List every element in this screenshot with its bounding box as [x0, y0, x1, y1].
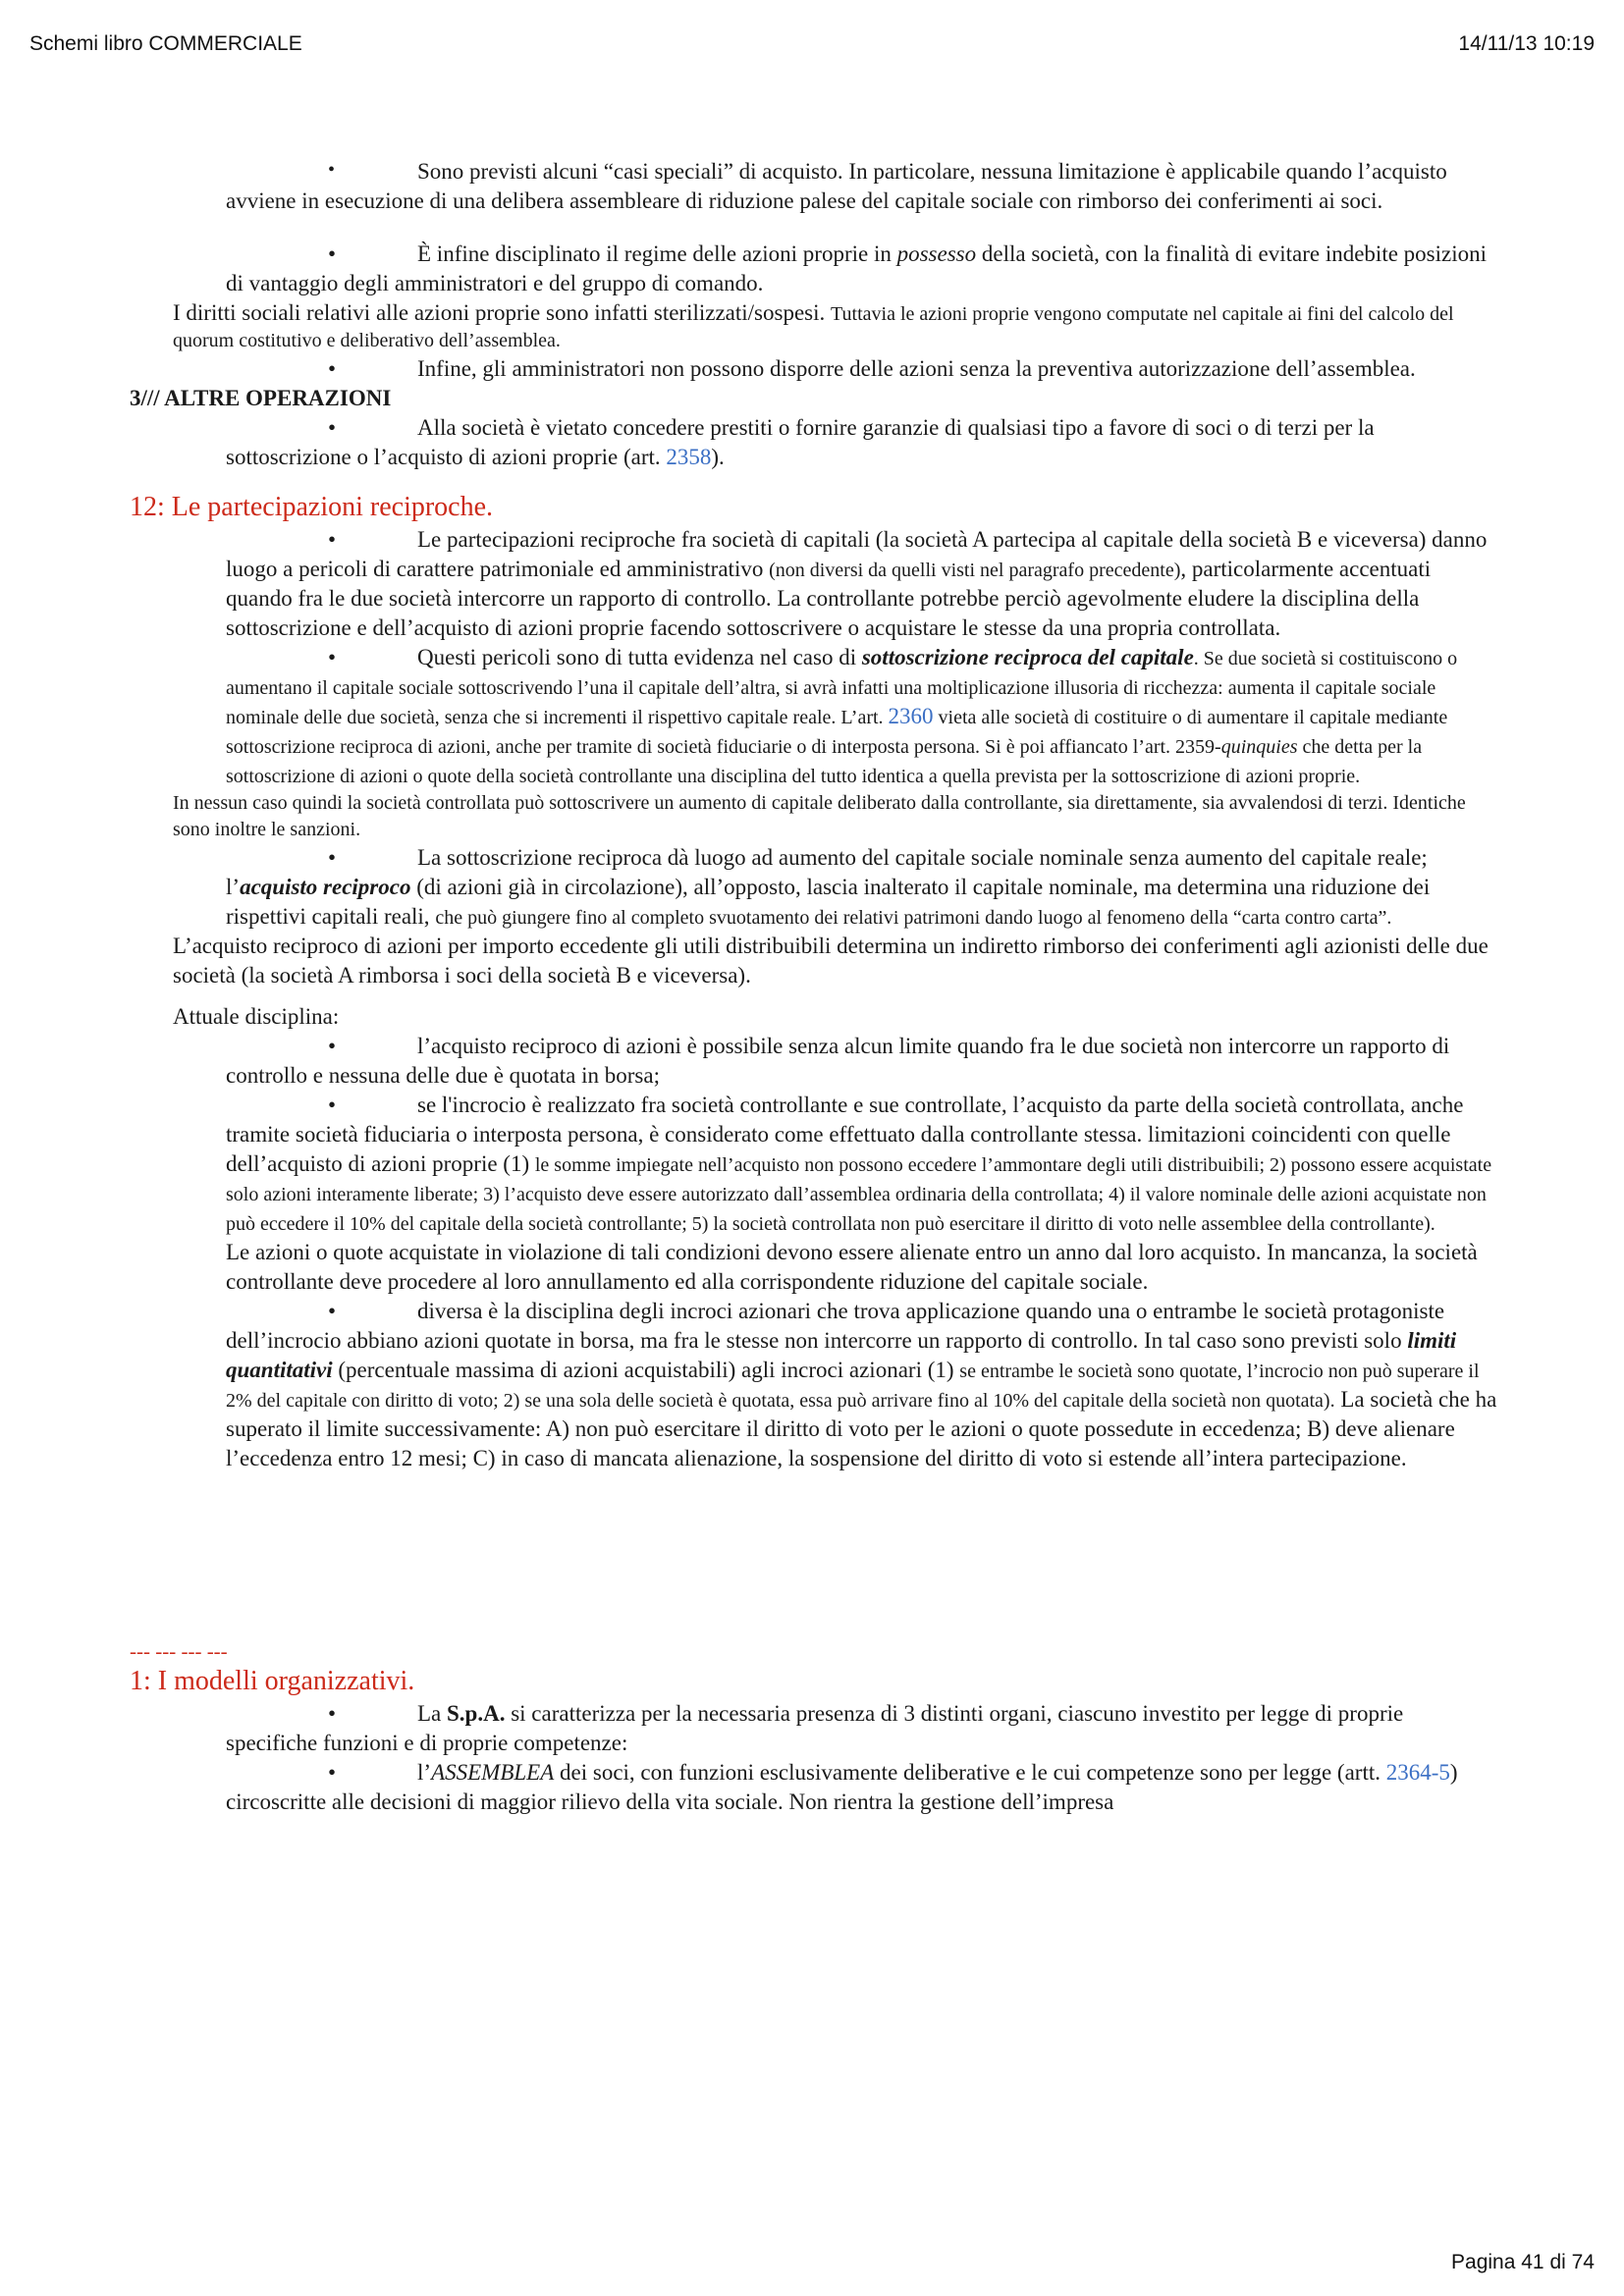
bullet-paragraph — [226, 157, 1500, 216]
article-link-2358[interactable]: 2358 — [666, 445, 712, 469]
bullet-paragraph: • Infine, gli amministratori non possono disporre delle azioni senza la preventiva autorizzazione dell’assemblea. — [226, 354, 1500, 384]
bullet-paragraph: • Le partecipazioni reciproche fra società di capitali (la società A partecipa al capitale della società B e viceversa) danno luogo a pericoli di carattere patrimoniale ed amministrativo (non diversi da quelli visti nel paragrafo precedente), particolarmente accentuati quando fra le due società intercorre un rapporto di controllo. La controllante potrebbe perciò agevolmente eludere la disciplina della sottoscrizione e dell’acquisto di azioni proprie facendo sottoscrivere o acquistare le stesse da una propria controllata. — [226, 527, 1488, 640]
paragraph: In nessun caso quindi la società controllata può sottoscrivere un aumento di capitale deliberato dalla controllante, sia direttamente, sia avvalendosi di terzi. Identiche sono inoltre le sanzioni. — [173, 792, 1466, 840]
document-title: Schemi libro COMMERCIALE — [29, 32, 302, 55]
bullet-icon: • — [328, 1299, 337, 1323]
print-datetime: 14/11/13 10:19 — [1458, 32, 1595, 55]
bullet-icon: • — [328, 356, 337, 381]
bullet-paragraph: • È infine disciplinato il regime delle azioni proprie in possesso della società, con la finalità di evitare indebite posizioni di vantaggio degli amministratori e del gruppo di comando. — [226, 241, 1487, 295]
emphasis: sottoscrizione reciproca del capitale — [861, 645, 1194, 669]
emphasis: ASSEMBLEA — [431, 1760, 555, 1785]
article-link-2364-5[interactable]: 2364-5 — [1385, 1760, 1450, 1785]
chapter-heading-1: 1: I modelli organizzativi. — [130, 1666, 415, 1696]
bullet-paragraph: • La sottoscrizione reciproca dà luogo ad aumento del capitale sociale nominale senza aumento del capitale reale; l’acquisto reciproco (di azioni già in circolazione), all’opposto, lascia inalterato il capitale nominale, ma determina una riduzione dei rispettivi capitali reali, che può giungere fino al completo svuotamento dei relativi patrimoni dando luogo al fenomeno della “carta contro carta”. — [226, 845, 1431, 929]
bullet-paragraph: • La S.p.A. si caratterizza per la necessaria presenza di 3 distinti organi, ciascuno investito per legge di proprie specifiche funzioni e di proprie competenze: — [226, 1701, 1404, 1755]
emphasis: possesso — [896, 241, 977, 266]
bullet-icon: • — [328, 159, 336, 181]
bullet-icon: • — [328, 845, 337, 870]
section-heading: 3/// ALTRE OPERAZIONI — [130, 386, 392, 410]
page-content — [130, 157, 1504, 1817]
paragraph: Le azioni o quote acquistate in violazione di tali condizioni devono essere alienate entro un anno dal loro acquisto. In mancanza, la società controllante deve procedere al loro annullamento ed alla corrispondente riduzione del capitale sociale. — [226, 1240, 1478, 1294]
bullet-paragraph: • l’acquisto reciproco di azioni è possibile senza alcun limite quando fra le due società non intercorre un rapporto di controllo e nessuna delle due è quotata in borsa; — [226, 1034, 1450, 1088]
bullet-paragraph: • diversa è la disciplina degli incroci azionari che trova applicazione quando una o entrambe le società protagoniste dell’incrocio abbiano azioni quotate in borsa, ma fra le stesse non intercorre un rapporto di controllo. In tal caso sono previsti solo limiti quantitativi (percentuale massima di azioni acquistabili) agli incroci azionari (1) se entrambe le società sono quotate, l’incrocio non può superare il 2% del capitale con diritto di voto; 2) se una sola delle società è quotata, essa può arrivare fino al 10% del capitale della società non quotata). La società che ha superato il limite successivamente: A) non può esercitare il diritto di voto per le azioni o quote possedute in eccedenza; B) deve alienare l’eccedenza entro 12 mesi; C) in caso di mancata alienazione, la sospensione del diritto di voto si estende all’intera partecipazione. — [226, 1299, 1497, 1470]
bullet-icon: • — [328, 1760, 337, 1785]
separator-dashes: --- --- --- --- — [130, 1639, 228, 1663]
article-link-2360[interactable]: 2360 — [888, 704, 934, 728]
bullet-icon: • — [328, 241, 337, 266]
bullet-icon: • — [328, 415, 337, 440]
bullet-paragraph: • Alla società è vietato concedere prestiti o fornire garanzie di qualsiasi tipo a favore di soci o di terzi per la sottoscrizione o l’acquisto di azioni proprie (art. 2358). — [226, 415, 1375, 469]
paragraph: I diritti sociali relativi alle azioni proprie sono infatti sterilizzati/sospesi. Tuttavia le azioni proprie vengono computate nel capitale ai fini del calcolo del quorum costitutivo e deliberativo dell’assemblea. — [173, 300, 1454, 351]
chapter-heading-12: 12: Le partecipazioni reciproche. — [130, 492, 494, 522]
bullet-icon: • — [328, 1093, 337, 1117]
bullet-paragraph: • se l'incrocio è realizzato fra società controllante e sue controllate, l’acquisto da parte della società controllata, anche tramite società fiduciaria o interposta persona, è considerato come effettuato dalla controllante stessa. limitazioni coincidenti con quelle dell’acquisto di azioni proprie (1) le somme impiegate nell’acquisto non possono eccedere l’ammontare degli utili distribuibili; 2) possono essere acquistate solo azioni interamente liberate; 3) l’acquisto deve essere autorizzato dall’assemblea ordinaria della controllata; 4) il valore nominale delle azioni acquistate non può eccedere il 10% del capitale della società controllante; 5) la società controllata non può esercitare il diritto di voto nelle assemblee della controllante). — [226, 1093, 1492, 1235]
bullet-icon: • — [328, 1034, 337, 1058]
paragraph: Attuale disciplina: — [173, 1004, 340, 1029]
paragraph: L’acquisto reciproco di azioni per importo eccedente gli utili distribuibili determina un indiretto rimborso dei conferimenti agli azionisti delle due società (la società A rimborsa i soci della società B e viceversa). — [173, 934, 1489, 988]
text: Sono previsti alcuni “casi speciali” di acquisto. In particolare, nessuna limitazione è applicabile quando l’acquisto avviene in esecuzione di una delibera assembleare di riduzione palese del capitale sociale con rimborso dei conferimenti ai soci. — [226, 159, 1447, 213]
emphasis: S.p.A. — [447, 1701, 506, 1726]
bullet-icon: • — [328, 645, 337, 669]
emphasis: acquisto reciproco — [240, 875, 411, 899]
bullet-paragraph: • Questi pericoli sono di tutta evidenza nel caso di sottoscrizione reciproca del capitale. Se due società si costituiscono o aumentano il capitale sociale sottoscrivendo l’una il capitale dell’altra, si avrà infatti una moltiplicazione illusoria di ricchezza: aumenta il capitale sociale nominale delle due società, senza che si incrementi il rispettivo capitale reale. L’art. 2360 vieta alle società di costituire o di aumentare il capitale mediante sottoscrizione reciproca di azioni, anche per tramite di società fiduciarie o di interposta persona. Si è poi affiancato l’art. 2359-quinquies che detta per la sottoscrizione di azioni o quote della società controllante una disciplina del tutto identica a quella prevista per la sottoscrizione di azioni proprie. — [226, 645, 1458, 787]
bullet-icon: • — [328, 1701, 337, 1726]
page-number: Pagina 41 di 74 — [1451, 2251, 1595, 2273]
emphasis: limiti quantitativi — [226, 1328, 1457, 1382]
bullet-paragraph: • l’ASSEMBLEA dei soci, con funzioni esclusivamente deliberative e le cui competenze sono per legge (artt. 2364-5) circoscritte alle decisioni di maggior rilievo della vita sociale. Non rientra la gestione dell’impresa — [226, 1760, 1458, 1814]
bullet-icon: • — [328, 527, 337, 552]
